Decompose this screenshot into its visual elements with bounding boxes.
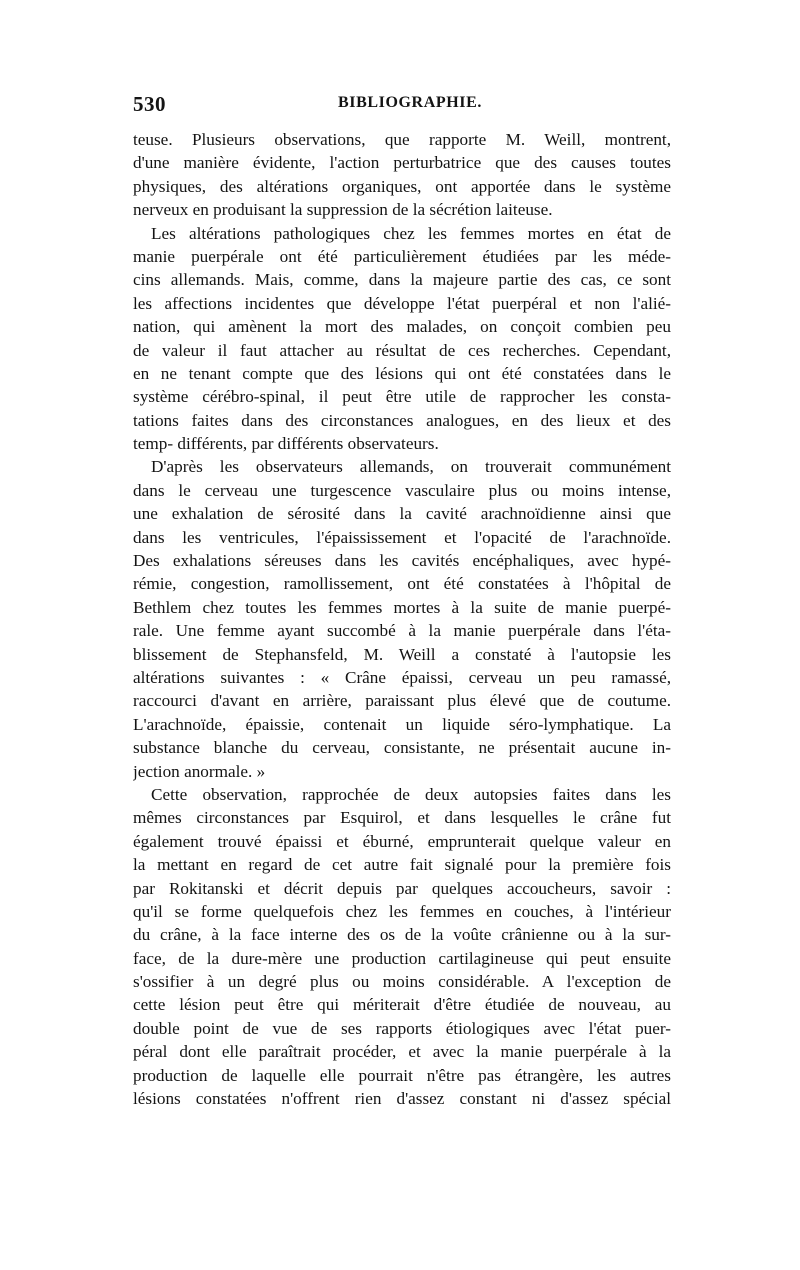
text-line: Les altérations pathologiques chez les femmes mortes en état de (151, 223, 671, 243)
text-line: Des exhalations séreuses dans les cavités encéphaliques, avec hypé- (133, 551, 671, 571)
text-line: dans les ventricules, l'épaississement et l'opacité de l'arachnoïde. (133, 527, 671, 547)
text-line: les affections incidentes que développe l'état puerpéral et non l'alié- (133, 293, 671, 313)
text-line: raccourci d'avant en arrière, paraissant plus élevé que de coutume. (133, 691, 671, 711)
text-line: face, de la dure-mère une production cartilagineuse qui peut ensuite (133, 948, 671, 968)
text-line: rale. Une femme ayant succombé à la manie puerpérale dans l'éta- (133, 621, 671, 641)
text-line: lésions constatées n'offrent rien d'assez constant ni d'assez spécial (133, 1089, 671, 1109)
page-header (133, 92, 671, 122)
text-line: une exhalation de sérosité dans la cavité arachnoïdienne ainsi que (133, 504, 671, 524)
text-line: double point de vue de ses rapports étiologiques avec l'état puer- (133, 1018, 671, 1038)
text-line: du crâne, à la face interne des os de la voûte crânienne ou à la sur- (133, 925, 671, 945)
text-line: manie puerpérale ont été particulièrement étudiées par les méde- (133, 246, 671, 266)
text-line: d'une manière évidente, l'action perturbatrice que des causes toutes (133, 153, 671, 173)
text-line: altérations suivantes : « Crâne épaissi, cerveau un peu ramassé, (133, 667, 671, 687)
text-line: production de laquelle elle pourrait n'être pas étrangère, les autres (133, 1065, 671, 1085)
text-line: D'après les observateurs allemands, on trouverait communément (151, 457, 671, 477)
text-line: substance blanche du cerveau, consistante, ne présentait aucune in- (133, 738, 671, 758)
running-title: BIBLIOGRAPHIE. (338, 94, 482, 111)
text-line: physiques, des altérations organiques, ont apportée dans le système (133, 176, 671, 196)
text-line: jection anormale. » (133, 761, 266, 781)
text-line: Bethlem chez toutes les femmes mortes à la suite de manie puerpé- (133, 597, 671, 617)
text-line: cins allemands. Mais, comme, dans la majeure partie des cas, ce sont (133, 270, 671, 290)
text-line: Cette observation, rapprochée de deux autopsies faites dans les (151, 784, 671, 804)
text-line: blissement de Stephansfeld, M. Weill a constaté à l'autopsie les (133, 644, 671, 664)
text-line: péral dont elle paraîtrait procéder, et avec la manie puerpérale à la (133, 1042, 671, 1062)
body-text (133, 128, 671, 1110)
text-line: L'arachnoïde, épaissie, contenait un liquide séro-lymphatique. La (133, 714, 671, 734)
text-line: cette lésion peut être qui mériterait d'être étudiée de nouveau, au (133, 995, 671, 1015)
text-line: qu'il se forme quelquefois chez les femmes en couches, à l'intérieur (133, 901, 671, 921)
text-line: s'ossifier à un degré plus ou moins considérable. A l'exception de (133, 972, 671, 992)
text-line: par Rokitanski et décrit depuis par quelques accoucheurs, savoir : (133, 878, 671, 898)
text-line: la mettant en regard de cet autre fait signalé pour la première fois (133, 855, 671, 875)
text-line: de valeur il faut attacher au résultat de ces recherches. Cependant, (133, 340, 671, 360)
text-line: nerveux en produisant la suppression de la sécrétion laiteuse. (133, 200, 553, 220)
text-line: tations faites dans des circonstances analogues, en des lieux et des (133, 410, 671, 430)
text-line: dans le cerveau une turgescence vasculaire plus ou moins intense, (133, 480, 671, 500)
text-line: nation, qui amènent la mort des malades, on conçoit combien peu (133, 317, 671, 337)
text-line: en ne tenant compte que des lésions qui ont été constatées dans le (133, 363, 671, 383)
text-line: mêmes circonstances par Esquirol, et dans lesquelles le crâne fut (133, 808, 671, 828)
page-number: 530 (133, 92, 166, 116)
text-line: également trouvé épaissi et éburné, emprunterait quelque valeur en (133, 831, 671, 851)
text-line: temp- différents, par différents observateurs. (133, 434, 439, 454)
text-line: teuse. Plusieurs observations, que rapporte M. Weill, montrent, (133, 130, 671, 149)
text-line: système cérébro-spinal, il peut être utile de rapprocher les consta- (133, 387, 671, 407)
text-line: rémie, congestion, ramollissement, ont été constatées à l'hôpital de (133, 574, 671, 594)
